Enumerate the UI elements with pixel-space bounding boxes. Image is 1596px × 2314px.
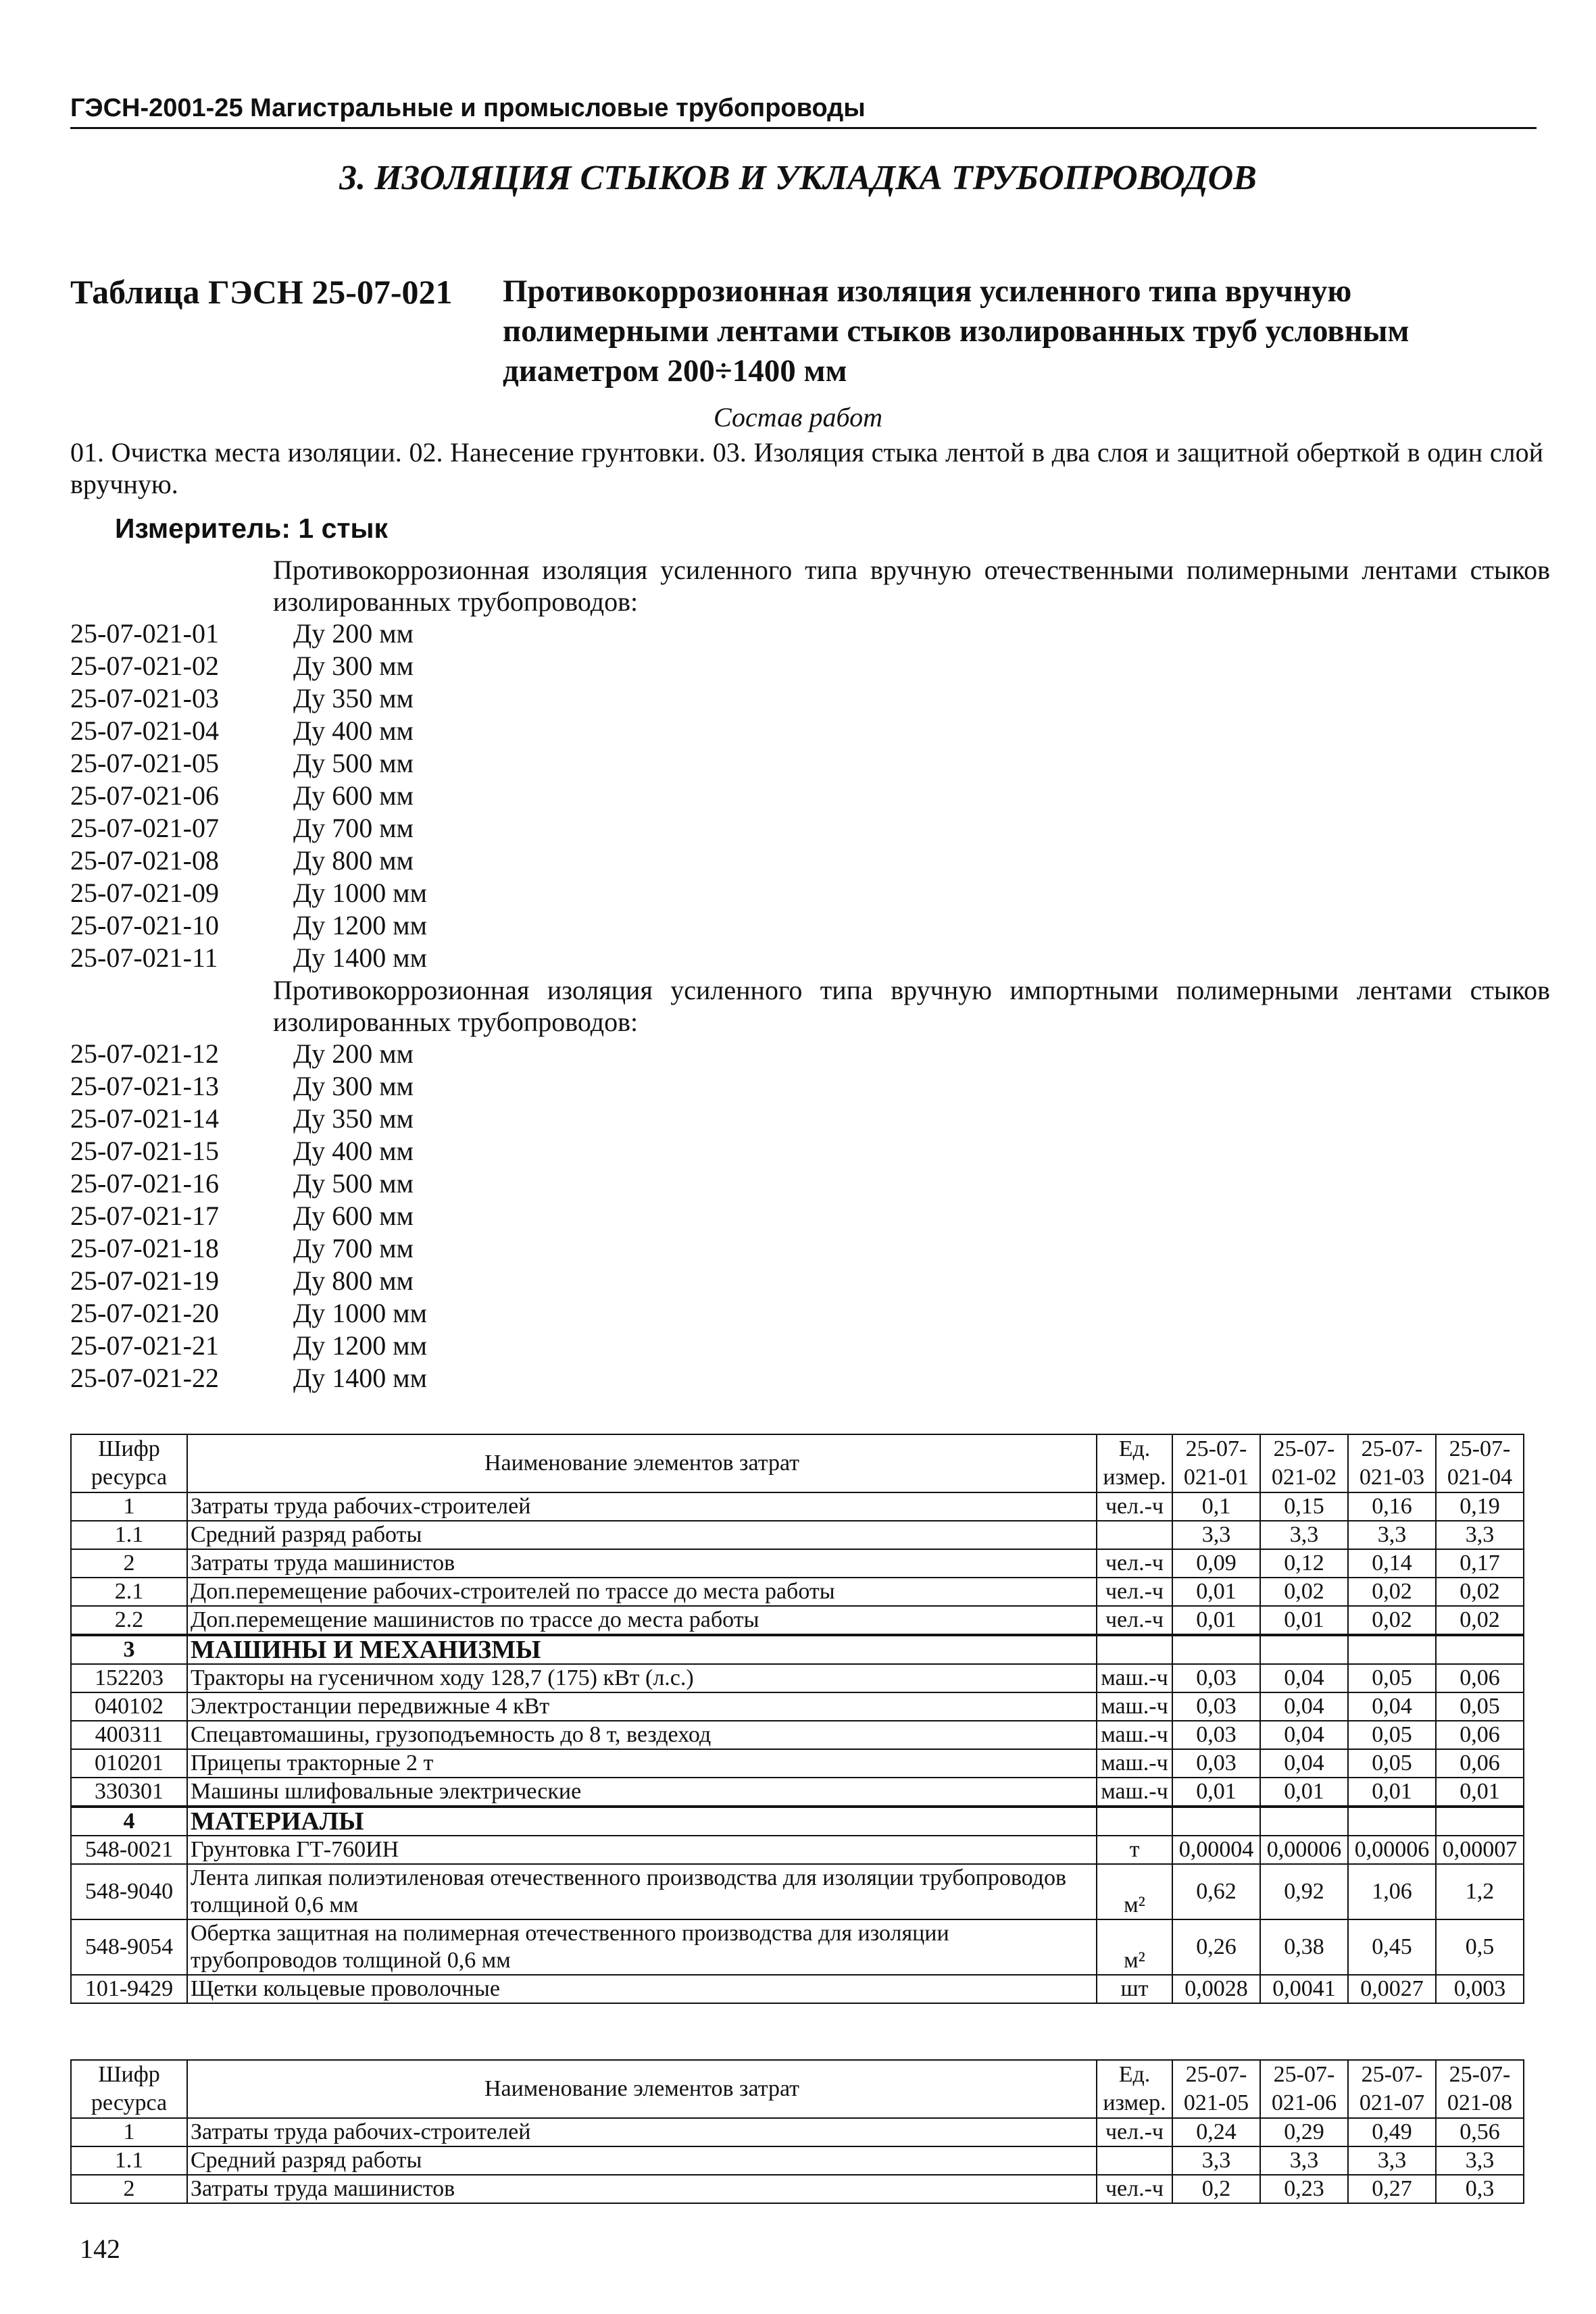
cell-unit: чел.-ч — [1097, 1606, 1172, 1635]
norm-description: Ду 800 мм — [293, 1265, 414, 1296]
cell-value: 0,45 — [1348, 1919, 1436, 1975]
table-code: Таблица ГЭСН 25-07-021 — [70, 273, 453, 311]
norm-code: 25-07-021-06 — [70, 780, 219, 811]
cell-value: 0,23 — [1260, 2175, 1348, 2203]
resource-table-2 — [70, 2059, 1524, 2204]
norm-code: 25-07-021-19 — [70, 1265, 219, 1296]
norm-code: 25-07-021-12 — [70, 1038, 219, 1069]
norm-code: 25-07-021-10 — [70, 910, 219, 940]
cell-resource-code: 2.2 — [71, 1606, 187, 1635]
cell-value: 0,05 — [1436, 1692, 1524, 1721]
norm-code-item — [70, 1362, 1550, 1394]
cell-value: 0,27 — [1348, 2175, 1436, 2203]
cell-unit — [1097, 2146, 1172, 2175]
norm-code-item — [70, 1167, 1550, 1200]
norm-code: 25-07-021-17 — [70, 1201, 219, 1231]
norm-description: Ду 1200 мм — [293, 910, 427, 940]
cell-value: 0,03 — [1172, 1664, 1260, 1692]
table-row — [71, 1578, 1524, 1606]
cell-empty — [1436, 1635, 1524, 1664]
cell-value: 0,1 — [1172, 1492, 1260, 1521]
cell-value: 0,62 — [1172, 1864, 1260, 1919]
cell-resource-code: 4 — [71, 1807, 187, 1836]
norm-description: Ду 300 мм — [293, 651, 414, 681]
cell-resource-code: 1 — [71, 1492, 187, 1521]
cell-value: 0,03 — [1172, 1721, 1260, 1749]
cell-empty — [1260, 1807, 1348, 1836]
cell-value: 0,03 — [1172, 1692, 1260, 1721]
cell-value: 0,14 — [1348, 1549, 1436, 1578]
norm-code-item — [70, 1135, 1550, 1167]
cell-unit: чел.-ч — [1097, 1492, 1172, 1521]
cell-resource-name: Затраты труда машинистов — [187, 1549, 1097, 1578]
table-row — [71, 1778, 1524, 1807]
cell-section-title: МАШИНЫ И МЕХАНИЗМЫ — [187, 1635, 1097, 1664]
norm-code: 25-07-021-02 — [70, 651, 219, 681]
norm-code: 25-07-021-22 — [70, 1363, 219, 1393]
cell-value: 0,00007 — [1436, 1836, 1524, 1864]
cell-value: 0,04 — [1260, 1721, 1348, 1749]
norm-code: 25-07-021-08 — [70, 845, 219, 876]
cell-resource-name: Обертка защитная на полимерная отечественного производства для изоляции трубопроводов толщиной 0,6 мм — [187, 1919, 1097, 1975]
norm-description: Ду 200 мм — [293, 618, 414, 649]
cell-value: 0,00006 — [1348, 1836, 1436, 1864]
cell-value: 0,09 — [1172, 1549, 1260, 1578]
header-unit: Ед. измер. — [1097, 2060, 1172, 2118]
header-col-3: 25-07- 021-07 — [1348, 2060, 1436, 2118]
norm-code: 25-07-021-03 — [70, 683, 219, 713]
norm-description: Ду 1400 мм — [293, 942, 427, 973]
norm-code-item — [70, 780, 1550, 812]
norm-code-item — [70, 1200, 1550, 1232]
cell-section-title: МАТЕРИАЛЫ — [187, 1807, 1097, 1836]
norm-code: 25-07-021-09 — [70, 878, 219, 908]
cell-empty — [1097, 1807, 1172, 1836]
norm-code-item — [70, 618, 1550, 650]
norm-description: Ду 600 мм — [293, 1201, 414, 1231]
cell-unit: чел.-ч — [1097, 2175, 1172, 2203]
header-col-1: 25-07- 021-01 — [1172, 1434, 1260, 1492]
cell-value: 3,3 — [1172, 1521, 1260, 1549]
header-code: Шифр ресурса — [71, 2060, 187, 2118]
cell-value: 0,01 — [1260, 1778, 1348, 1807]
norm-code-item — [70, 909, 1550, 942]
cell-value: 0,02 — [1348, 1606, 1436, 1635]
cell-value: 0,01 — [1260, 1606, 1348, 1635]
cell-value: 0,04 — [1260, 1749, 1348, 1778]
cell-resource-code: 2 — [71, 2175, 187, 2203]
resource-table-1 — [70, 1434, 1524, 2004]
cell-resource-code: 3 — [71, 1635, 187, 1664]
cell-value: 3,3 — [1348, 2146, 1436, 2175]
cell-value: 0,49 — [1348, 2118, 1436, 2146]
cell-value: 3,3 — [1260, 2146, 1348, 2175]
cell-value: 1,06 — [1348, 1864, 1436, 1919]
table-row — [71, 2146, 1524, 2175]
cell-value: 0,5 — [1436, 1919, 1524, 1975]
table-row — [71, 1664, 1524, 1692]
norm-code-item — [70, 682, 1550, 715]
norm-code: 25-07-021-20 — [70, 1298, 219, 1328]
cell-value: 0,00006 — [1260, 1836, 1348, 1864]
cell-resource-name: Затраты труда машинистов — [187, 2175, 1097, 2203]
cell-empty — [1097, 1635, 1172, 1664]
norm-description: Ду 800 мм — [293, 845, 414, 876]
cell-resource-name: Прицепы тракторные 2 т — [187, 1749, 1097, 1778]
cell-value: 1,2 — [1436, 1864, 1524, 1919]
cell-unit: т — [1097, 1836, 1172, 1864]
cell-resource-name: Затраты труда рабочих-строителей — [187, 2118, 1097, 2146]
work-composition-heading: Состав работ — [714, 402, 882, 432]
norm-description: Ду 350 мм — [293, 683, 414, 713]
table-row — [71, 1692, 1524, 1721]
cell-resource-name: Доп.перемещение рабочих-строителей по трассе до места работы — [187, 1578, 1097, 1606]
cell-resource-code: 400311 — [71, 1721, 187, 1749]
cell-resource-name: Машины шлифовальные электрические — [187, 1778, 1097, 1807]
norm-code: 25-07-021-07 — [70, 813, 219, 843]
norm-description: Ду 700 мм — [293, 1233, 414, 1263]
cell-value: 0,02 — [1260, 1578, 1348, 1606]
norm-description: Ду 1400 мм — [293, 1363, 427, 1393]
cell-value: 0,24 — [1172, 2118, 1260, 2146]
table-header-row — [71, 2060, 1524, 2118]
header-unit: Ед. измер. — [1097, 1434, 1172, 1492]
norm-code-item — [70, 1265, 1550, 1297]
cell-unit: маш.-ч — [1097, 1692, 1172, 1721]
cell-value: 0,003 — [1436, 1975, 1524, 2003]
cell-value: 0,05 — [1348, 1721, 1436, 1749]
cell-value: 0,16 — [1348, 1492, 1436, 1521]
cell-value: 0,03 — [1172, 1749, 1260, 1778]
header-col-4: 25-07- 021-04 — [1436, 1434, 1524, 1492]
norm-code-item — [70, 942, 1550, 974]
norm-code-list — [70, 554, 1550, 1394]
cell-resource-name: Лента липкая полиэтиленовая отечественного производства для изоляции трубопроводов толщиной 0,6 мм — [187, 1864, 1097, 1919]
cell-value: 0,3 — [1436, 2175, 1524, 2203]
norm-description: Ду 700 мм — [293, 813, 414, 843]
cell-resource-name: Тракторы на гусеничном ходу 128,7 (175) кВт (л.с.) — [187, 1664, 1097, 1692]
cell-resource-code: 548-9054 — [71, 1919, 187, 1975]
norm-code-item — [70, 877, 1550, 909]
cell-unit: м² — [1097, 1919, 1172, 1975]
cell-resource-code: 548-9040 — [71, 1864, 187, 1919]
cell-resource-code: 152203 — [71, 1664, 187, 1692]
norm-code: 25-07-021-01 — [70, 618, 219, 649]
cell-resource-name: Доп.перемещение машинистов по трассе до места работы — [187, 1606, 1097, 1635]
cell-resource-name: Щетки кольцевые проволочные — [187, 1975, 1097, 2003]
cell-resource-code: 2.1 — [71, 1578, 187, 1606]
cell-resource-code: 330301 — [71, 1778, 187, 1807]
norm-description: Ду 1200 мм — [293, 1330, 427, 1361]
table-row — [71, 2118, 1524, 2146]
cell-value: 0,0028 — [1172, 1975, 1260, 2003]
cell-resource-code: 2 — [71, 1549, 187, 1578]
norm-description: Ду 500 мм — [293, 1168, 414, 1199]
norm-code: 25-07-021-13 — [70, 1071, 219, 1101]
cell-value: 0,01 — [1172, 1578, 1260, 1606]
table-row — [71, 1492, 1524, 1521]
cell-resource-code: 1 — [71, 2118, 187, 2146]
cell-resource-name: Средний разряд работы — [187, 2146, 1097, 2175]
cell-resource-code: 101-9429 — [71, 1975, 187, 2003]
cell-value: 0,17 — [1436, 1549, 1524, 1578]
cell-empty — [1348, 1807, 1436, 1836]
norm-description: Ду 1000 мм — [293, 878, 427, 908]
cell-empty — [1260, 1635, 1348, 1664]
cell-value: 0,06 — [1436, 1749, 1524, 1778]
norm-code: 25-07-021-14 — [70, 1103, 219, 1134]
cell-value: 3,3 — [1436, 2146, 1524, 2175]
cell-unit: маш.-ч — [1097, 1664, 1172, 1692]
norm-code-item — [70, 1232, 1550, 1265]
cell-value: 0,29 — [1260, 2118, 1348, 2146]
cell-resource-name: Средний разряд работы — [187, 1521, 1097, 1549]
header-col-2: 25-07- 021-06 — [1260, 2060, 1348, 2118]
norm-code: 25-07-021-21 — [70, 1330, 219, 1361]
cell-value: 0,06 — [1436, 1664, 1524, 1692]
cell-unit: шт — [1097, 1975, 1172, 2003]
table-row — [71, 1919, 1524, 1975]
norm-code-item — [70, 845, 1550, 877]
cell-value: 0,05 — [1348, 1749, 1436, 1778]
table-row — [71, 1549, 1524, 1578]
cell-unit — [1097, 1521, 1172, 1549]
cell-value: 3,3 — [1348, 1521, 1436, 1549]
norm-code-item — [70, 1103, 1550, 1135]
cell-value: 0,02 — [1436, 1606, 1524, 1635]
norm-code: 25-07-021-18 — [70, 1233, 219, 1263]
cell-value: 0,2 — [1172, 2175, 1260, 2203]
cell-value: 0,92 — [1260, 1864, 1348, 1919]
cell-value: 0,05 — [1348, 1664, 1436, 1692]
group-intro: Противокоррозионная изоляция усиленного типа вручную импортными полимерными лентами стыков изолированных трубопроводов: — [273, 975, 1550, 1037]
cell-unit: м² — [1097, 1864, 1172, 1919]
cell-value: 3,3 — [1172, 2146, 1260, 2175]
cell-resource-name: Затраты труда рабочих-строителей — [187, 1492, 1097, 1521]
cell-value: 0,01 — [1172, 1778, 1260, 1807]
header-code: Шифр ресурса — [71, 1434, 187, 1492]
norm-description: Ду 300 мм — [293, 1071, 414, 1101]
cell-resource-code: 548-0021 — [71, 1836, 187, 1864]
cell-value: 0,0041 — [1260, 1975, 1348, 2003]
cell-unit: маш.-ч — [1097, 1778, 1172, 1807]
cell-unit: чел.-ч — [1097, 2118, 1172, 2146]
cell-value: 0,01 — [1436, 1778, 1524, 1807]
cell-unit: чел.-ч — [1097, 1578, 1172, 1606]
norm-description: Ду 600 мм — [293, 780, 414, 811]
norm-code-item — [70, 812, 1550, 845]
norm-description: Ду 400 мм — [293, 1136, 414, 1166]
norm-code-item — [70, 1038, 1550, 1070]
cell-value: 0,00004 — [1172, 1836, 1260, 1864]
norm-code-item — [70, 1070, 1550, 1103]
header-col-1: 25-07- 021-05 — [1172, 2060, 1260, 2118]
cell-empty — [1172, 1807, 1260, 1836]
header-col-4: 25-07- 021-08 — [1436, 2060, 1524, 2118]
norm-description: Ду 1000 мм — [293, 1298, 427, 1328]
table-row — [71, 2175, 1524, 2203]
table-row — [71, 1975, 1524, 2003]
norm-description: Ду 350 мм — [293, 1103, 414, 1134]
cell-resource-code: 1.1 — [71, 1521, 187, 1549]
header-col-2: 25-07- 021-02 — [1260, 1434, 1348, 1492]
measure-unit: Измеритель: 1 стык — [115, 513, 388, 544]
norm-code: 25-07-021-16 — [70, 1168, 219, 1199]
cell-unit: чел.-ч — [1097, 1549, 1172, 1578]
norm-code-item — [70, 1330, 1550, 1362]
cell-value: 0,04 — [1260, 1664, 1348, 1692]
cell-value: 0,02 — [1348, 1578, 1436, 1606]
cell-value: 3,3 — [1260, 1521, 1348, 1549]
cell-value: 0,56 — [1436, 2118, 1524, 2146]
norm-description: Ду 400 мм — [293, 715, 414, 746]
cell-resource-code: 010201 — [71, 1749, 187, 1778]
cell-value: 0,06 — [1436, 1721, 1524, 1749]
cell-empty — [1172, 1635, 1260, 1664]
group-intro: Противокоррозионная изоляция усиленного типа вручную отечественными полимерными лентами стыков изолированных трубопроводов: — [273, 555, 1550, 617]
norm-code: 25-07-021-04 — [70, 715, 219, 746]
norm-description: Ду 500 мм — [293, 748, 414, 778]
cell-empty — [1348, 1635, 1436, 1664]
cell-value: 0,19 — [1436, 1492, 1524, 1521]
cell-unit: маш.-ч — [1097, 1721, 1172, 1749]
norm-code-item — [70, 1297, 1550, 1330]
cell-resource-name: Спецавтомашины, грузоподъемность до 8 т, вездеход — [187, 1721, 1097, 1749]
norm-code-item — [70, 715, 1550, 747]
norm-code: 25-07-021-15 — [70, 1136, 219, 1166]
cell-value: 0,01 — [1348, 1778, 1436, 1807]
norm-code: 25-07-021-05 — [70, 748, 219, 778]
cell-value: 0,04 — [1348, 1692, 1436, 1721]
cell-resource-code: 1.1 — [71, 2146, 187, 2175]
header-name: Наименование элементов затрат — [187, 1434, 1097, 1492]
cell-empty — [1436, 1807, 1524, 1836]
cell-unit: маш.-ч — [1097, 1749, 1172, 1778]
table-title: Противокоррозионная изоляция усиленного типа вручную полимерными лентами стыков изолированных труб условным диаметром 200÷1400 мм — [503, 274, 1410, 388]
header-col-3: 25-07- 021-03 — [1348, 1434, 1436, 1492]
table-row — [71, 1606, 1524, 1635]
table-header-row — [71, 1434, 1524, 1492]
cell-value: 0,15 — [1260, 1492, 1348, 1521]
table-row — [71, 1836, 1524, 1864]
table-row — [71, 1721, 1524, 1749]
cell-resource-code: 040102 — [71, 1692, 187, 1721]
cell-resource-name: Электростанции передвижные 4 кВт — [187, 1692, 1097, 1721]
cell-value: 0,26 — [1172, 1919, 1260, 1975]
norm-code-item — [70, 747, 1550, 780]
table-section-row — [71, 1807, 1524, 1836]
cell-value: 0,02 — [1436, 1578, 1524, 1606]
table-section-row — [71, 1635, 1524, 1664]
table-row — [71, 1749, 1524, 1778]
cell-value: 0,38 — [1260, 1919, 1348, 1975]
cell-resource-name: Грунтовка ГТ-760ИН — [187, 1836, 1097, 1864]
table-row — [71, 1521, 1524, 1549]
work-composition-text: 01. Очистка места изоляции. 02. Нанесение грунтовки. 03. Изоляция стыка лентой в два слоя и защитной оберткой в один слой вручную. — [70, 437, 1543, 499]
cell-value: 3,3 — [1436, 1521, 1524, 1549]
cell-value: 0,04 — [1260, 1692, 1348, 1721]
table-row — [71, 1864, 1524, 1919]
cell-value: 0,12 — [1260, 1549, 1348, 1578]
page-number: 142 — [80, 2234, 120, 2264]
norm-code: 25-07-021-11 — [70, 942, 218, 973]
running-head: ГЭСН-2001-25 Магистральные и промысловые трубопроводы — [70, 93, 1537, 129]
header-name: Наименование элементов затрат — [187, 2060, 1097, 2118]
norm-description: Ду 200 мм — [293, 1038, 414, 1069]
cell-value: 0,0027 — [1348, 1975, 1436, 2003]
chapter-title: 3. ИЗОЛЯЦИЯ СТЫКОВ И УКЛАДКА ТРУБОПРОВОДОВ — [339, 159, 1257, 197]
cell-value: 0,01 — [1172, 1606, 1260, 1635]
norm-code-item — [70, 650, 1550, 682]
